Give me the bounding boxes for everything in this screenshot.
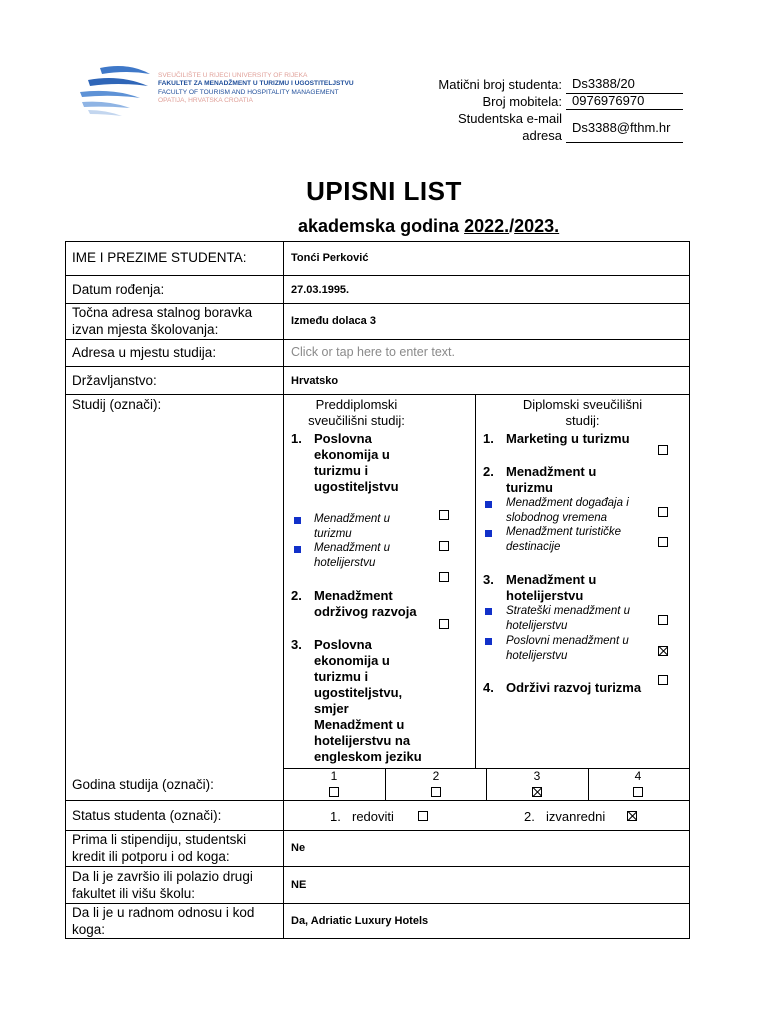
other-school-label-line2: fakultet ili višu školu: xyxy=(72,886,196,901)
grad-track-1-line2: slobodnog vremena xyxy=(506,512,608,524)
undergrad-p1-checkbox[interactable] xyxy=(439,510,449,520)
grad-program-2 xyxy=(483,464,653,498)
year-1-label: 1 xyxy=(330,769,338,783)
citizenship-label: Državljanstvo: xyxy=(72,373,157,388)
grad-track-3-checkbox[interactable] xyxy=(658,615,668,625)
dob-field[interactable]: 27.03.1995. xyxy=(291,284,350,296)
permanent-address-label-line2: izvan mjesta školovanja: xyxy=(72,322,219,337)
undergrad-program-1-track-2 xyxy=(314,541,390,571)
grad-track-4-line2: hotelijerstvu xyxy=(506,650,568,662)
academic-year-start: 2022. xyxy=(464,216,510,236)
academic-year-separator: / xyxy=(509,216,515,236)
employment-label-line1: Da li je u radnom odnosu i kod xyxy=(72,905,255,920)
grad-program-3-line1: Menadžment u xyxy=(506,572,597,587)
grad-program-2-line1: Menadžment u xyxy=(506,464,597,479)
undergrad-track-1-line2: turizmu xyxy=(314,528,352,540)
grad-program-2-track-2 xyxy=(506,525,621,555)
grad-heading-line1: Diplomski sveučilišni xyxy=(522,397,643,412)
undergrad-program-3-line6: Menadžment u xyxy=(314,717,405,732)
status-full-time-checkbox[interactable] xyxy=(418,811,428,821)
undergrad-program-1-line2: ekonomija u xyxy=(314,447,390,462)
study-address-label: Adresa u mjestu studija: xyxy=(72,345,217,360)
undergrad-program-3-number: 3. xyxy=(291,637,302,652)
other-school-label-line1: Da li je završio ili polazio drugi xyxy=(72,869,253,884)
grad-program-4-number: 4. xyxy=(483,680,494,695)
undergrad-program-3-title xyxy=(314,637,422,765)
email-label-line2: adresa xyxy=(522,128,562,143)
undergrad-program-3-line2: ekonomija u xyxy=(314,653,390,668)
grad-program-4-title xyxy=(506,680,641,696)
grad-track-4-checkbox-checked[interactable] xyxy=(658,646,668,656)
logo-line-faculty-en: FACULTY OF TOURISM AND HOSPITALITY MANAGEMENT xyxy=(158,88,339,96)
undergrad-program-2 xyxy=(291,588,441,622)
undergrad-program-1-line3: turizmu i xyxy=(314,463,369,478)
grad-program-2-track-1 xyxy=(506,496,629,526)
undergrad-heading-line2: sveučilišni studij: xyxy=(308,413,405,428)
employment-label-line2: koga: xyxy=(72,922,106,937)
bullet-square-icon xyxy=(485,608,492,615)
grad-program-3-title xyxy=(506,572,596,604)
year-3-checkbox-checked[interactable] xyxy=(532,787,542,797)
student-name-label: IME I PREZIME STUDENTA: xyxy=(72,250,247,265)
status-part-time-checkbox-checked[interactable] xyxy=(627,811,637,821)
grad-program-3-track-2 xyxy=(506,634,629,664)
scholarship-field[interactable]: Ne xyxy=(291,842,306,854)
year-4-label: 4 xyxy=(634,769,642,783)
status-option-2-number: 2. xyxy=(524,809,535,824)
grad-program-2-title xyxy=(506,464,596,496)
citizenship-field[interactable]: Hrvatsko xyxy=(291,375,339,387)
grad-program-4 xyxy=(483,680,653,697)
year-1-checkbox[interactable] xyxy=(329,787,339,797)
year-4-checkbox[interactable] xyxy=(633,787,643,797)
bullet-square-icon xyxy=(294,517,301,524)
status-option-1-number: 1. xyxy=(330,809,341,824)
email-field[interactable]: Ds3388@fthm.hr xyxy=(566,118,683,143)
grad-program-4-line1: Održivi razvoj turizma xyxy=(506,680,642,695)
undergrad-heading xyxy=(284,397,429,429)
phone-label: Broj mobitela: xyxy=(482,94,562,109)
grad-track-1-checkbox[interactable] xyxy=(658,507,668,517)
permanent-address-field[interactable]: Između dolaca 3 xyxy=(291,315,376,327)
page-title: UPISNI LIST xyxy=(306,176,462,206)
undergrad-track-1-line1: Menadžment u xyxy=(314,513,391,525)
study-year-label: Godina studija (označi): xyxy=(72,777,214,792)
grad-heading-line2: studij: xyxy=(565,413,600,428)
logo-line-faculty-hr: FAKULTET ZA MENADŽMENT U TURIZMU I UGOSTITELJSTVU xyxy=(158,80,354,88)
grad-track-1-line1: Menadžment događaja i xyxy=(506,497,629,509)
undergrad-track-2-line2: hotelijerstvu xyxy=(314,557,376,569)
undergrad-program-3-line7: hotelijerstvu na xyxy=(314,733,411,748)
grad-program-3-line2: hotelijerstvu xyxy=(506,588,584,603)
student-id-label: Matični broj studenta: xyxy=(438,77,562,92)
undergrad-program-3-line3: turizmu i xyxy=(314,669,369,684)
student-status-label: Status studenta (označi): xyxy=(72,808,222,823)
scholarship-label-line2: kredit ili potporu i od koga: xyxy=(72,849,230,864)
undergrad-track-2-checkbox[interactable] xyxy=(439,572,449,582)
undergrad-program-1-number: 1. xyxy=(291,431,302,446)
grad-program-1-line1: Marketing u turizmu xyxy=(506,431,630,446)
grad-track-2-checkbox[interactable] xyxy=(658,537,668,547)
undergrad-p2-checkbox[interactable] xyxy=(439,619,449,629)
grad-program-3-number: 3. xyxy=(483,572,494,587)
logo-line-city: OPATIJA, HRVATSKA CROATIA xyxy=(158,96,253,104)
status-option-1-label: redoviti xyxy=(352,809,394,824)
undergrad-program-3-line5: smjer xyxy=(314,701,349,716)
year-2-checkbox[interactable] xyxy=(431,787,441,797)
dob-label: Datum rođenja: xyxy=(72,282,165,297)
undergrad-program-3-line4: ugostiteljstvu, xyxy=(314,685,403,700)
logo-line-university: SVEUČILIŠTE U RIJECI UNIVERSITY OF RIJEKA xyxy=(158,72,308,79)
grad-track-3-line1: Strateški menadžment u xyxy=(506,605,631,617)
other-school-field[interactable]: NE xyxy=(291,879,307,891)
grad-program-1 xyxy=(483,431,653,448)
undergrad-program-1-line1: Poslovna xyxy=(314,431,372,446)
bullet-square-icon xyxy=(485,530,492,537)
undergrad-program-2-title xyxy=(314,588,417,620)
study-address-field[interactable]: Click or tap here to enter text. xyxy=(291,345,455,359)
undergrad-program-1-line4: ugostiteljstvu xyxy=(314,479,399,494)
undergrad-program-3-line8: engleskom jeziku xyxy=(314,749,422,764)
academic-year-end: 2023. xyxy=(514,216,560,236)
undergrad-program-2-line1: Menadžment xyxy=(314,588,393,603)
undergrad-program-1-title xyxy=(314,431,399,495)
grad-p4-checkbox[interactable] xyxy=(658,675,668,685)
study-label: Studij (označi): xyxy=(72,397,162,412)
grad-program-1-title xyxy=(506,431,630,447)
email-label-line1: Studentska e-mail xyxy=(457,111,562,126)
undergrad-program-1-track-1 xyxy=(314,512,390,542)
academic-year-subtitle xyxy=(298,216,559,237)
permanent-address-label-line1: Točna adresa stalnog boravka xyxy=(72,305,253,320)
undergrad-program-2-line2: održivog razvoja xyxy=(314,604,417,619)
undergrad-program-3 xyxy=(291,637,441,767)
undergrad-track-2-line1: Menadžment u xyxy=(314,542,391,554)
faculty-name xyxy=(158,72,354,105)
student-id-field[interactable]: Ds3388/20 xyxy=(566,76,683,94)
undergrad-program-3-line1: Poslovna xyxy=(314,637,372,652)
undergrad-program-2-number: 2. xyxy=(291,588,302,603)
undergrad-heading-line1: Preddiplomski xyxy=(315,397,398,412)
student-name-field[interactable]: Tonći Perković xyxy=(291,252,369,264)
grad-track-4-line1: Poslovni menadžment u xyxy=(506,635,629,647)
grad-program-2-number: 2. xyxy=(483,464,494,479)
scholarship-label-line1: Prima li stipendiju, studentski xyxy=(72,832,247,847)
grad-program-1-number: 1. xyxy=(483,431,494,446)
year-3-label: 3 xyxy=(533,769,541,783)
grad-p1-checkbox[interactable] xyxy=(658,445,668,455)
bullet-square-icon xyxy=(485,638,492,645)
faculty-emblem-icon xyxy=(78,62,158,122)
faculty-logo xyxy=(78,62,408,124)
grad-program-3-track-1 xyxy=(506,604,630,634)
grad-track-2-line2: destinacije xyxy=(506,541,561,553)
status-option-2-label: izvanredni xyxy=(546,809,606,824)
bullet-square-icon xyxy=(485,501,492,508)
undergrad-track-1-checkbox[interactable] xyxy=(439,541,449,551)
grad-heading xyxy=(476,397,689,429)
grad-track-3-line2: hotelijerstvu xyxy=(506,620,568,632)
bullet-square-icon xyxy=(294,546,301,553)
employment-field[interactable]: Da, Adriatic Luxury Hotels xyxy=(291,915,429,927)
year-2-label: 2 xyxy=(432,769,440,783)
grad-program-3 xyxy=(483,572,653,606)
grad-track-2-line1: Menadžment turističke xyxy=(506,526,622,538)
grad-program-2-line2: turizmu xyxy=(506,480,553,495)
academic-year-prefix: akademska godina xyxy=(298,216,465,236)
phone-field[interactable]: 0976976970 xyxy=(566,93,683,110)
undergrad-program-1 xyxy=(291,431,431,497)
